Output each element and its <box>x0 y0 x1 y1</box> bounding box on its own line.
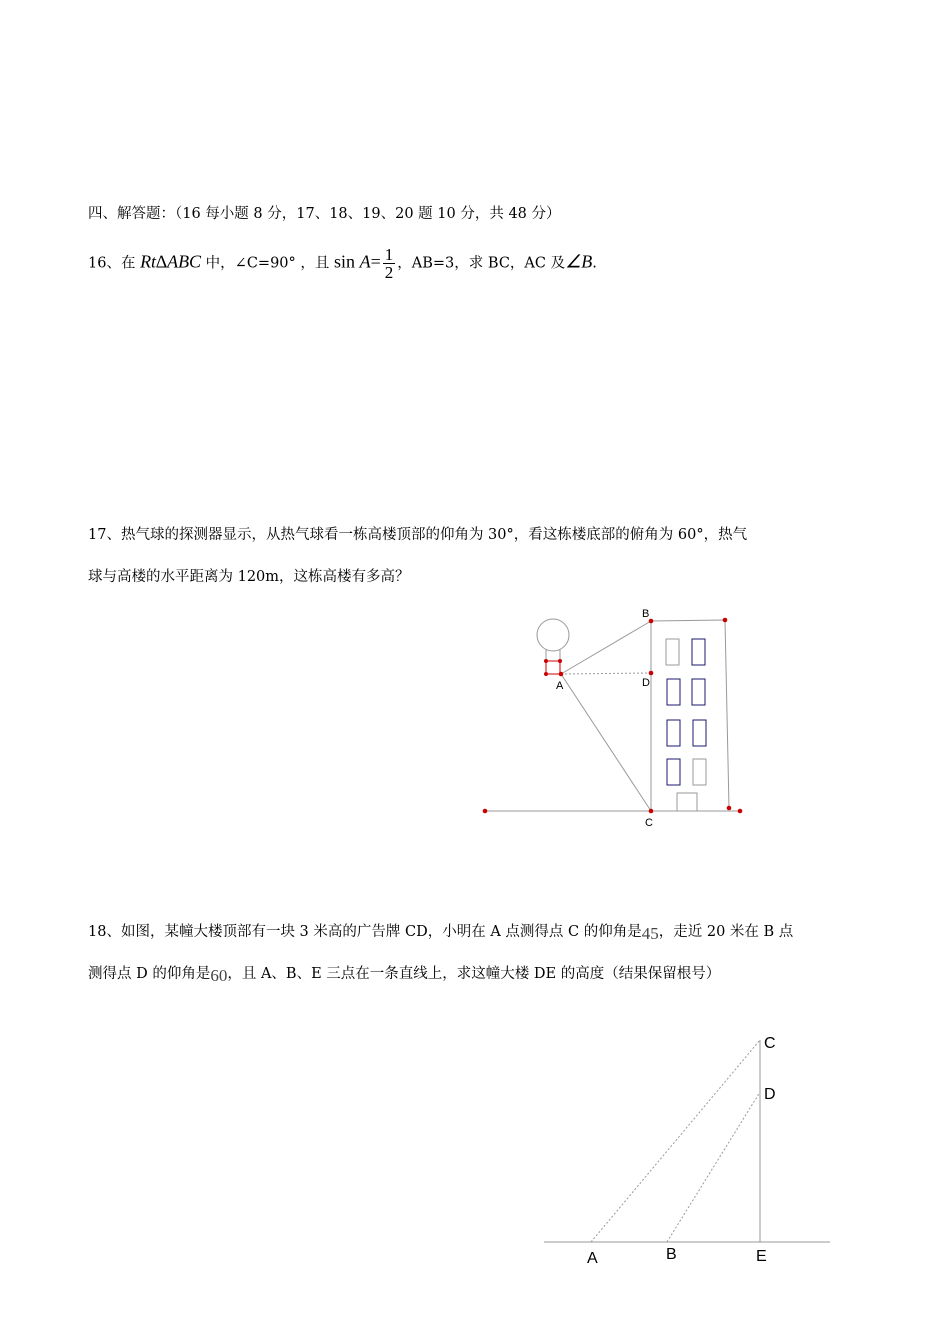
q16-angle-b: ∠B <box>565 251 593 272</box>
q17-text-2: 球与高楼的水平距离为 120m，这栋高楼有多高？ <box>88 569 410 585</box>
q16-var-a: A <box>359 251 371 272</box>
section-heading-text: 四、解答题：（16 每小题 8 分，17、18、19、20 题 10 分，共 48 分） <box>88 206 561 222</box>
q16-sin: sin <box>334 251 356 272</box>
q17-label-b: B <box>642 608 650 620</box>
q16-end: . <box>592 255 597 272</box>
q16-prefix: 16、在 <box>88 255 141 272</box>
q18-angle-45: 45 <box>641 924 659 943</box>
q17-label-c: C <box>645 817 653 829</box>
q17-label-a: A <box>556 680 564 692</box>
q18-label-c: C <box>764 1035 776 1052</box>
q16-triangle: Rt∆ABC <box>140 251 202 272</box>
q16-numerator: 1 <box>384 245 394 264</box>
q17-label-d: D <box>642 677 650 689</box>
q18-text-1b: ，走近 20 米在 B 点 <box>658 924 794 940</box>
q18-label-a: A <box>587 1250 598 1267</box>
q18-label-e: E <box>756 1248 767 1265</box>
q18-text-2a: 测得点 D 的仰角是 <box>88 966 211 982</box>
q17-text-1: 17、热气球的探测器显示，从热气球看一栋高楼顶部的仰角为 30°，看这栋楼底部的俯角为 60°，热气 <box>88 527 748 543</box>
q18-text-1a: 18、如图，某幢大楼顶部有一块 3 米高的广告牌 CD，小明在 A 点测得点 C 的仰角是 <box>88 924 642 940</box>
q18-angle-60: 60 <box>210 966 228 985</box>
q18-text-2b: ，且 A、B、E 三点在一条直线上，求这幢大楼 DE 的高度（结果保留根号） <box>227 966 721 982</box>
q18-label-d: D <box>764 1086 776 1103</box>
q16-equals: = <box>370 251 381 272</box>
q16-denominator: 2 <box>384 263 394 282</box>
q16-mid: 中，∠C=90° ，且 <box>201 255 334 272</box>
q18-label-b: B <box>666 1246 677 1263</box>
q16-tail: ，AB=3，求 BC，AC 及 <box>397 255 566 272</box>
